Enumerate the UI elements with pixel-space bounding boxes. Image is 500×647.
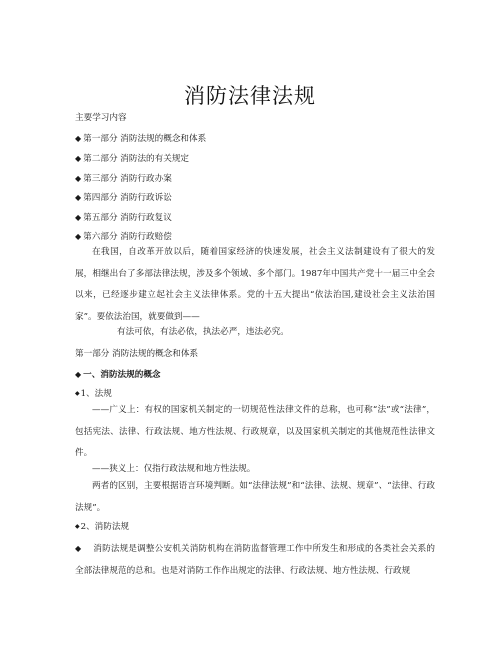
difference-paragraph: 两者的区别，主要根据语言环境判断。如“法律法规”和“法律、法规、规章”、“法律、行政法规”。 xyxy=(75,481,435,513)
contents-item: ◆ 第六部分 消防行政赔偿 xyxy=(75,232,172,242)
diamond-bullet-icon: ◆ xyxy=(75,154,82,163)
contents-item: ◆ 第三部分 消防行政办案 xyxy=(75,174,172,184)
diamond-bullet-icon: ◆ xyxy=(75,523,80,530)
diamond-bullet-icon: ◆ xyxy=(75,213,82,222)
diamond-bullet-icon: ◆ xyxy=(75,390,80,397)
contents-item: ◆ 第五部分 消防行政复议 xyxy=(75,213,172,223)
diamond-bullet-icon: ◆ xyxy=(75,193,82,202)
broad-definition: ——广义上：有权的国家机关制定的一切规范性法律文件的总称，也可称“法”或“法律”，包括宪法、法律、行政法规、地方性法规、行政规章，以及国家机关制定的其他规范性法律文件。 xyxy=(75,405,435,458)
narrow-definition: ——狭义上：仅指行政法规和地方性法规。 xyxy=(92,464,256,474)
slogan: 有法可依，有法必依，执法必严，违法必究。 xyxy=(117,327,289,337)
part1-heading: 第一部分 消防法规的概念和体系 xyxy=(75,349,199,359)
diamond-bullet-icon: ◆ xyxy=(75,369,82,379)
item2-heading: ◆2、消防法规 xyxy=(75,522,130,532)
section1-heading: ◆ 一、消防法规的概念 xyxy=(75,369,161,380)
intro-paragraph: 在我国，自改革开放以后，随着国家经济的快速发展，社会主义法制建设有了很大的发展，相继出台了多部法律法规，涉及多个领域、多个部门。1987年中国共产党十一届三中全会以来，已经逐步建立起社会主义法律体系。党的十五大提出“依法治国,建设社会主义法治国家”。要依法治国，就要做到—— xyxy=(75,247,435,322)
definition-paragraph: ◆ 消防法规是调整公安机关消防机构在消防监督管理工作中所发生和形成的各类社会关系的全部法律规范的总和。也是对消防工作作出规定的法律、行政法规、地方性法规、行政规 xyxy=(75,538,435,582)
diamond-bullet-icon: ◆ xyxy=(75,174,82,183)
contents-item: ◆ 第二部分 消防法的有关规定 xyxy=(75,154,190,164)
contents-item: ◆ 第四部分 消防行政诉讼 xyxy=(75,193,172,203)
document-title: 消防法律法规 xyxy=(184,84,316,108)
contents-item: ◆ 第一部分 消防法规的概念和体系 xyxy=(75,134,207,144)
item1-heading: ◆1、法规 xyxy=(75,389,112,399)
diamond-bullet-icon: ◆ xyxy=(75,544,82,553)
diamond-bullet-icon: ◆ xyxy=(75,232,82,241)
diamond-bullet-icon: ◆ xyxy=(75,134,82,143)
contents-heading: 主要学习内容 xyxy=(75,113,127,123)
